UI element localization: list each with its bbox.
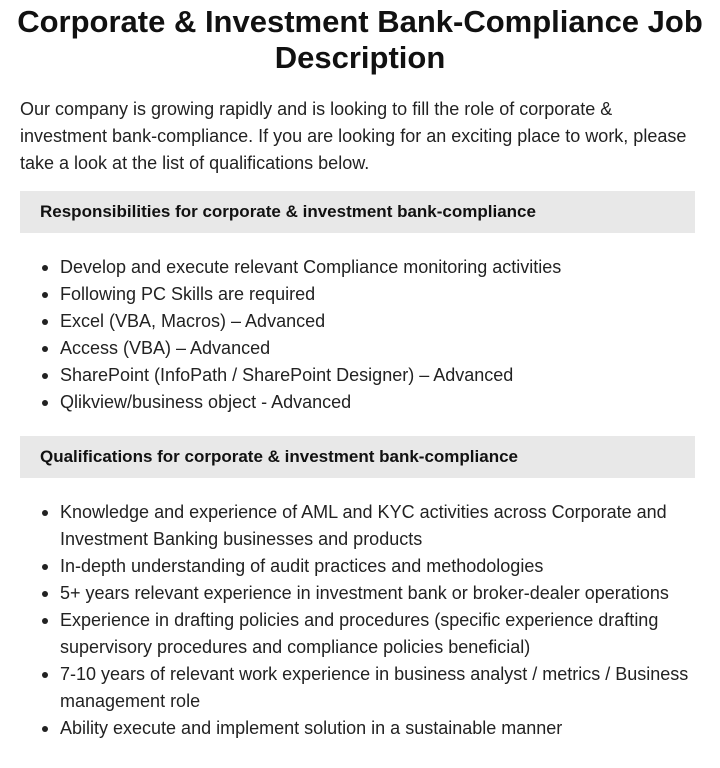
qualification-item xyxy=(40,607,695,661)
bullet-icon xyxy=(42,292,48,298)
bullet-icon xyxy=(42,400,48,406)
bullet-icon xyxy=(42,373,48,379)
bullet-icon xyxy=(42,346,48,352)
qualification-item xyxy=(40,661,695,715)
qualifications-heading: Qualifications for corporate & investment bank-compliance xyxy=(20,436,695,478)
bullet-icon xyxy=(42,564,48,570)
list-item-text: Excel (VBA, Macros) – Advanced xyxy=(60,311,326,331)
responsibilities-list xyxy=(40,254,695,416)
list-item-text: Qlikview/business object - Advanced xyxy=(60,392,352,412)
list-item-text: Following PC Skills are required xyxy=(60,284,316,304)
list-item-text: 7-10 years of relevant work experience in business analyst / metrics / Business management role xyxy=(60,664,689,711)
qualification-item xyxy=(40,553,695,580)
responsibility-item xyxy=(40,335,695,362)
intro-paragraph: Our company is growing rapidly and is looking to fill the role of corporate & investment bank-compliance. If you are looking for an exciting place to work, please take a look at the list of qualifications below. xyxy=(20,99,687,173)
responsibilities-heading: Responsibilities for corporate & investment bank-compliance xyxy=(20,191,695,233)
list-item-text: Access (VBA) – Advanced xyxy=(60,338,271,358)
responsibility-item xyxy=(40,281,695,308)
page-title: Corporate & Investment Bank-Compliance Job Description xyxy=(17,4,703,75)
responsibility-item xyxy=(40,362,695,389)
bullet-icon xyxy=(42,265,48,271)
qualifications-list xyxy=(40,499,695,742)
responsibility-item xyxy=(40,308,695,335)
bullet-icon xyxy=(42,510,48,516)
list-item-text: SharePoint (InfoPath / SharePoint Designer) – Advanced xyxy=(60,365,514,385)
qualification-item xyxy=(40,715,695,742)
list-item-text: Ability execute and implement solution in a sustainable manner xyxy=(60,718,563,738)
list-item-text: In-depth understanding of audit practices and methodologies xyxy=(60,556,544,576)
qualification-item xyxy=(40,499,695,553)
bullet-icon xyxy=(42,618,48,624)
responsibility-item xyxy=(40,389,695,416)
responsibility-item xyxy=(40,254,695,281)
qualification-item xyxy=(40,580,695,607)
bullet-icon xyxy=(42,672,48,678)
list-item-text: 5+ years relevant experience in investment bank or broker-dealer operations xyxy=(60,583,669,603)
bullet-icon xyxy=(42,726,48,732)
list-item-text: Experience in drafting policies and procedures (specific experience drafting supervisory procedures and compliance policies beneficial) xyxy=(60,610,659,657)
list-item-text: Knowledge and experience of AML and KYC activities across Corporate and Investment Banking businesses and products xyxy=(60,502,667,549)
list-item-text: Develop and execute relevant Compliance monitoring activities xyxy=(60,257,562,277)
bullet-icon xyxy=(42,319,48,325)
bullet-icon xyxy=(42,591,48,597)
